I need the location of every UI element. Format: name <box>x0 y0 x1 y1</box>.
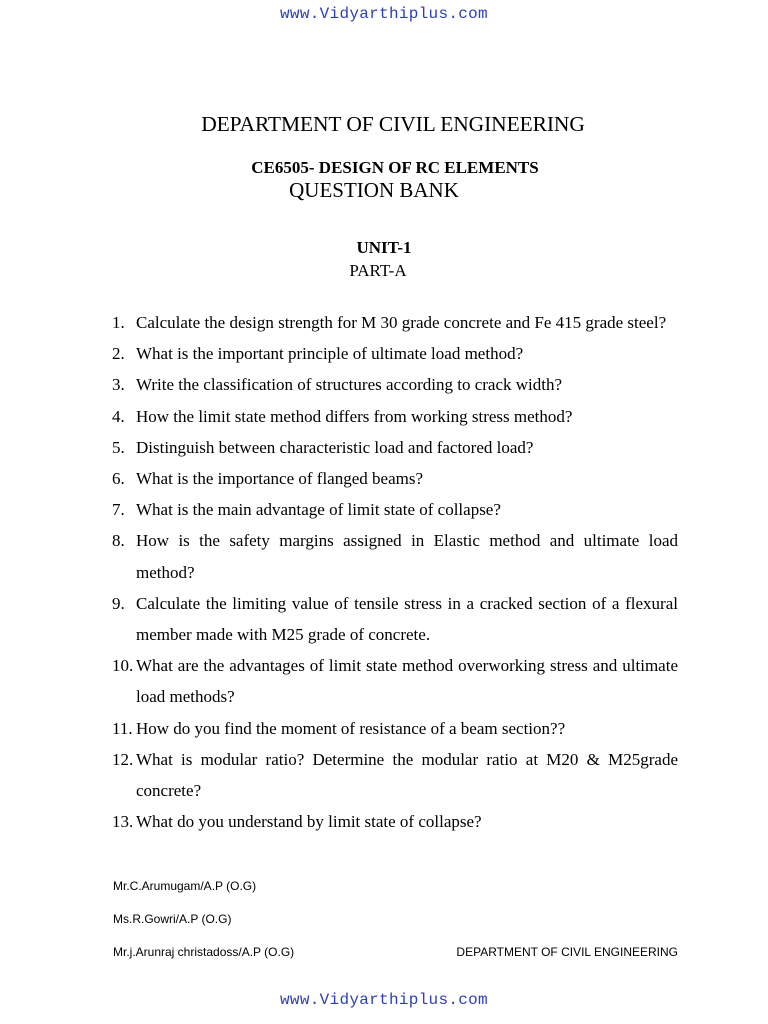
question-item <box>112 432 678 463</box>
question-text: Write the classification of structures according to crack width? <box>136 375 563 395</box>
question-item <box>112 525 678 587</box>
question-item <box>112 744 678 806</box>
question-item <box>112 338 678 369</box>
question-item <box>112 494 678 525</box>
question-item <box>112 401 678 432</box>
question-text: What is the importance of flanged beams? <box>136 469 423 489</box>
question-number: 12. <box>112 749 134 769</box>
question-number: 11. <box>112 718 133 738</box>
question-text: Calculate the limiting value of tensile stress in a cracked section of a flexural member made with M25 grade of concrete. <box>136 593 678 645</box>
question-number: 13. <box>112 812 134 832</box>
question-item <box>112 650 678 712</box>
question-item <box>112 713 678 744</box>
unit-heading: UNIT-1 <box>356 238 412 257</box>
department-title: DEPARTMENT OF CIVIL ENGINEERING <box>201 112 585 136</box>
question-text: What is the important principle of ultimate load method? <box>136 344 524 364</box>
part-heading: PART-A <box>349 261 407 280</box>
footer-staff-3: Mr.j.Arunraj christadoss/A.P (O.G) <box>113 945 295 959</box>
footer-staff-2: Ms.R.Gowri/A.P (O.G) <box>113 912 232 926</box>
question-item <box>112 307 678 338</box>
footer-line-3 <box>113 945 678 959</box>
footer-department: DEPARTMENT OF CIVIL ENGINEERING <box>456 945 678 959</box>
question-text: Calculate the design strength for M 30 grade concrete and Fe 415 grade steel? <box>136 313 667 332</box>
footer-site-link[interactable]: www.Vidyarthiplus.com <box>280 991 488 1009</box>
question-text: What do you understand by limit state of collapse? <box>136 812 482 832</box>
footer-staff-1: Mr.C.Arumugam/A.P (O.G) <box>113 879 257 893</box>
question-number: 2. <box>112 344 125 364</box>
question-number: 5. <box>112 437 125 457</box>
question-text: How is the safety margins assigned in Elastic method and ultimate load method? <box>136 531 678 582</box>
question-number: 3. <box>112 375 125 395</box>
question-number: 6. <box>112 469 125 489</box>
question-text: How the limit state method differs from working stress method? <box>136 406 573 426</box>
question-number: 9. <box>112 593 125 613</box>
question-item <box>112 369 678 400</box>
question-item <box>112 463 678 494</box>
question-text: What are the advantages of limit state method overworking stress and ultimate load methods? <box>136 656 678 707</box>
question-number: 10. <box>112 656 134 676</box>
header-site-link[interactable]: www.Vidyarthiplus.com <box>280 5 488 23</box>
question-number: 4. <box>112 406 125 426</box>
question-number: 7. <box>112 500 125 520</box>
course-title: CE6505- DESIGN OF RC ELEMENTS <box>251 158 539 177</box>
question-text: How do you find the moment of resistance of a beam section?? <box>136 718 566 738</box>
question-item <box>112 806 678 837</box>
question-list <box>112 307 678 837</box>
question-text: What is modular ratio? Determine the modular ratio at M20 & M25grade concrete? <box>136 749 678 801</box>
document-title: QUESTION BANK <box>289 178 459 202</box>
question-text: What is the main advantage of limit state of collapse? <box>136 500 501 520</box>
question-text: Distinguish between characteristic load and factored load? <box>136 437 534 457</box>
question-item <box>112 588 678 650</box>
question-number: 1. <box>112 313 125 332</box>
question-number: 8. <box>112 531 125 551</box>
